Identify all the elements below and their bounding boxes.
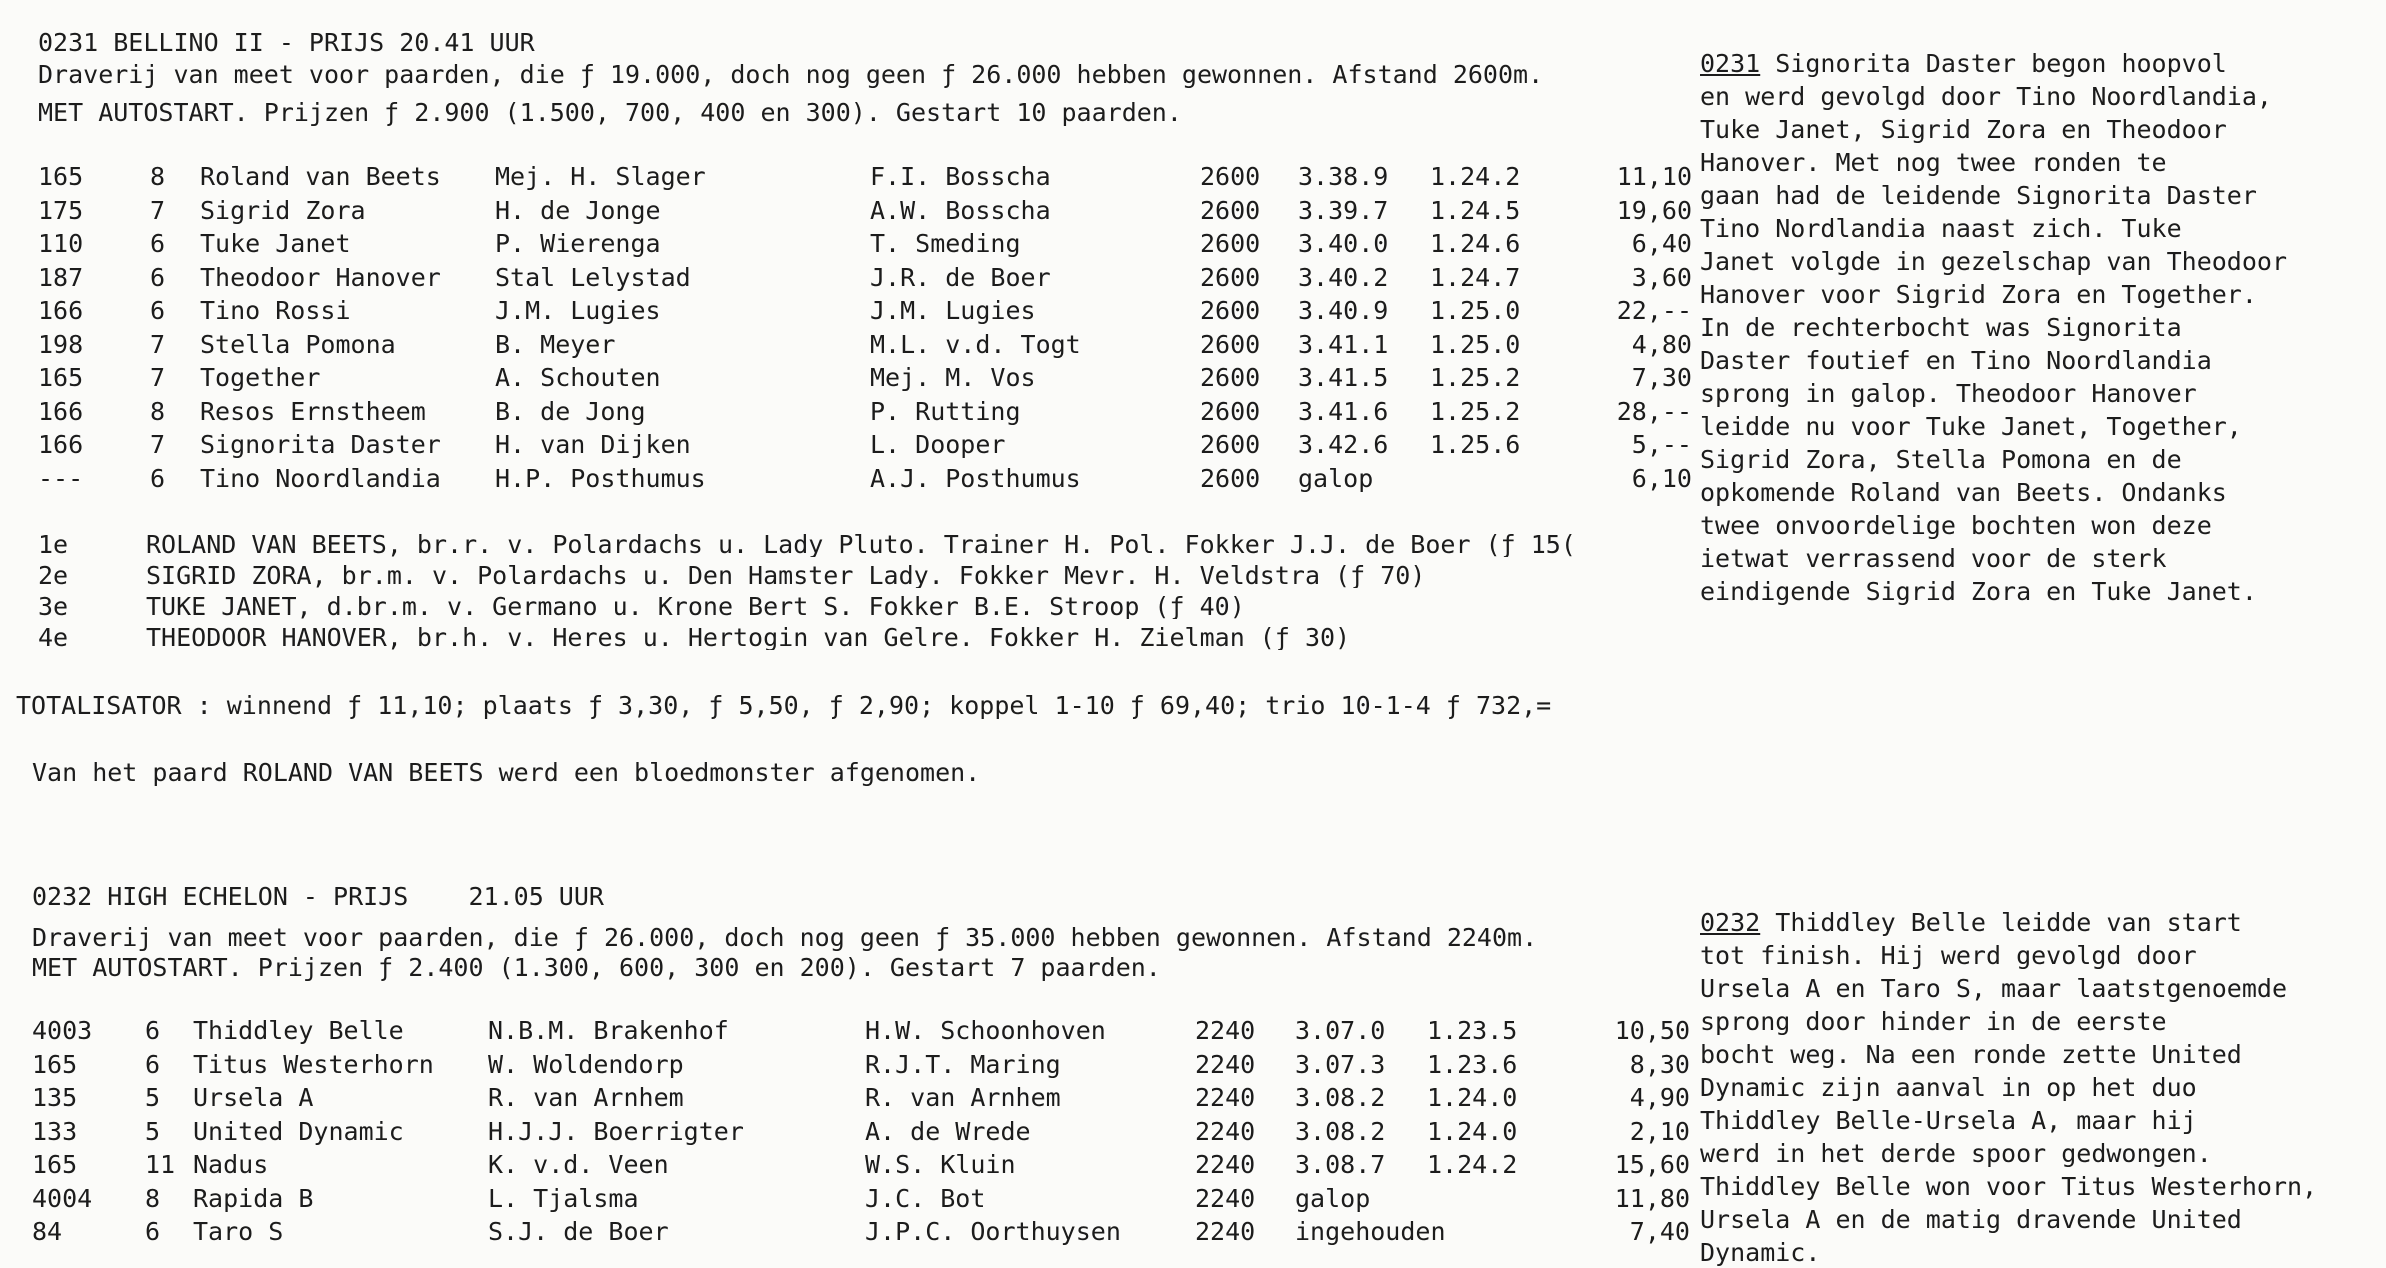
cell-time: 3.40.9 bbox=[1298, 296, 1389, 325]
cell-driver: H. van Dijken bbox=[495, 430, 691, 459]
cell-b: 7 bbox=[150, 195, 166, 225]
cell-driver: K. v.d. Veen bbox=[488, 1150, 669, 1179]
cell-trainer: A.J. Posthumus bbox=[870, 463, 1081, 493]
cell-horse: Together bbox=[200, 363, 321, 392]
race1-description-line1: Draverij van meet voor paarden, die ƒ 19.000, doch nog geen ƒ 26.000 hebben gewonnen. Afstand 2600m. bbox=[38, 60, 1544, 89]
cell-dist: 2600 bbox=[1200, 329, 1261, 359]
commentary-line: Daster foutief en Tino Noordlandia bbox=[1700, 346, 2212, 375]
cell-driver: Mej. H. Slager bbox=[495, 162, 706, 191]
cell-trainer: L. Dooper bbox=[870, 430, 1006, 459]
cell-a: 166 bbox=[38, 396, 84, 426]
cell-driver: R. van Arnhem bbox=[488, 1083, 684, 1112]
cell-driver: H.J.J. Boerrigter bbox=[488, 1116, 744, 1146]
cell-driver: L. Tjalsma bbox=[488, 1183, 639, 1213]
cell-dist: 2600 bbox=[1200, 463, 1261, 493]
commentary-line: Janet volgde in gezelschap van Theodoor bbox=[1700, 247, 2287, 276]
cell-time: 3.41.5 bbox=[1298, 363, 1389, 392]
cell-odds: 28,-- bbox=[1616, 396, 1692, 426]
cell-dist: 2240 bbox=[1195, 1116, 1256, 1146]
commentary-line: leidde nu voor Tuke Janet, Together, bbox=[1700, 412, 2242, 441]
cell-time: 3.40.0 bbox=[1298, 229, 1389, 258]
cell-km: 1.24.0 bbox=[1427, 1116, 1518, 1146]
cell-driver: A. Schouten bbox=[495, 363, 661, 392]
race1-header: 0231 BELLINO II - PRIJS 20.41 UUR bbox=[38, 28, 535, 57]
cell-trainer: W.S. Kluin bbox=[865, 1150, 1016, 1179]
cell-b: 5 bbox=[145, 1116, 161, 1146]
commentary-line: twee onvoordelige bochten won deze bbox=[1700, 511, 2212, 540]
cell-horse: Tuke Janet bbox=[200, 229, 351, 258]
cell-trainer: Mej. M. Vos bbox=[870, 363, 1036, 392]
cell-time: 3.38.9 bbox=[1298, 162, 1389, 191]
cell-time: 3.42.6 bbox=[1298, 430, 1389, 459]
commentary-line: Dynamic. bbox=[1700, 1238, 1821, 1267]
cell-km: 1.23.5 bbox=[1427, 1016, 1518, 1045]
cell-a: 84 bbox=[32, 1217, 63, 1246]
cell-km: 1.25.0 bbox=[1430, 329, 1521, 359]
cell-time: galop bbox=[1295, 1183, 1371, 1213]
cell-b: 11 bbox=[145, 1150, 176, 1179]
commentary-line: sprong door hinder in de eerste bbox=[1700, 1007, 2167, 1036]
cell-km: 1.24.6 bbox=[1430, 229, 1521, 258]
cell-driver: S.J. de Boer bbox=[488, 1217, 669, 1246]
cell-trainer: J.C. Bot bbox=[865, 1183, 986, 1213]
cell-trainer: J.P.C. Oorthuysen bbox=[865, 1217, 1121, 1246]
cell-time: galop bbox=[1298, 463, 1374, 493]
cell-horse: Theodoor Hanover bbox=[200, 262, 441, 292]
cell-km: 1.25.0 bbox=[1430, 296, 1521, 325]
cell-b: 6 bbox=[150, 262, 166, 292]
cell-horse: United Dynamic bbox=[193, 1116, 404, 1146]
cell-trainer: P. Rutting bbox=[870, 396, 1021, 426]
cell-odds: 2,10 bbox=[1629, 1116, 1690, 1146]
cell-a: 165 bbox=[32, 1150, 78, 1179]
cell-a: 187 bbox=[38, 262, 84, 292]
cell-dist: 2240 bbox=[1195, 1049, 1256, 1079]
placing-text: TUKE JANET, d.br.m. v. Germano u. Krone Bert S. Fokker B.E. Stroop (ƒ 40) bbox=[146, 594, 1245, 619]
cell-dist: 2240 bbox=[1195, 1183, 1256, 1213]
cell-dist: 2600 bbox=[1200, 363, 1261, 392]
commentary-line: eindigende Sigrid Zora en Tuke Janet. bbox=[1700, 577, 2257, 606]
cell-time: ingehouden bbox=[1295, 1217, 1446, 1246]
cell-dist: 2240 bbox=[1195, 1016, 1256, 1045]
cell-dist: 2600 bbox=[1200, 296, 1261, 325]
cell-time: 3.40.2 bbox=[1298, 262, 1389, 292]
cell-driver: P. Wierenga bbox=[495, 229, 661, 258]
cell-a: --- bbox=[38, 463, 84, 493]
commentary-line: en werd gevolgd door Tino Noordlandia, bbox=[1700, 82, 2272, 111]
placing-text: THEODOOR HANOVER, br.h. v. Heres u. Hertogin van Gelre. Fokker H. Zielman (ƒ 30) bbox=[146, 625, 1351, 650]
cell-horse: Resos Ernstheem bbox=[200, 396, 426, 426]
cell-a: 133 bbox=[32, 1116, 78, 1146]
commentary-text: Signorita Daster begon hoopvol bbox=[1760, 49, 2227, 78]
commentary-line: werd in het derde spoor gedwongen. bbox=[1700, 1139, 2212, 1168]
placing-text: ROLAND VAN BEETS, br.r. v. Polardachs u. Lady Pluto. Trainer H. Pol. Fokker J.J. de Boer (ƒ 15( bbox=[146, 532, 1576, 557]
cell-horse: Thiddley Belle bbox=[193, 1016, 404, 1045]
cell-km: 1.25.6 bbox=[1430, 430, 1521, 459]
cell-b: 6 bbox=[145, 1049, 161, 1079]
commentary-first-line bbox=[1700, 51, 2227, 76]
commentary-line: tot finish. Hij werd gevolgd door bbox=[1700, 941, 2197, 970]
cell-trainer: M.L. v.d. Togt bbox=[870, 329, 1081, 359]
placing-position: 1e bbox=[38, 530, 69, 559]
cell-horse: Sigrid Zora bbox=[200, 195, 366, 225]
cell-odds: 10,50 bbox=[1614, 1016, 1690, 1045]
cell-a: 165 bbox=[32, 1049, 78, 1079]
cell-horse: Titus Westerhorn bbox=[193, 1049, 434, 1079]
cell-trainer: T. Smeding bbox=[870, 229, 1021, 258]
placing-position: 4e bbox=[38, 623, 69, 652]
cell-b: 6 bbox=[150, 229, 166, 258]
cell-odds: 4,80 bbox=[1631, 329, 1692, 359]
cell-time: 3.08.2 bbox=[1295, 1083, 1386, 1112]
commentary-line: Tuke Janet, Sigrid Zora en Theodoor bbox=[1700, 115, 2227, 144]
cell-odds: 5,-- bbox=[1631, 430, 1692, 459]
commentary-line: Hanover. Met nog twee ronden te bbox=[1700, 148, 2167, 177]
cell-odds: 3,60 bbox=[1631, 262, 1692, 292]
cell-time: 3.07.0 bbox=[1295, 1016, 1386, 1045]
commentary-text: Thiddley Belle leidde van start bbox=[1760, 908, 2242, 937]
cell-b: 5 bbox=[145, 1083, 161, 1112]
cell-time: 3.39.7 bbox=[1298, 195, 1389, 225]
cell-trainer: F.I. Bosscha bbox=[870, 162, 1051, 191]
cell-a: 166 bbox=[38, 430, 84, 459]
cell-a: 135 bbox=[32, 1083, 78, 1112]
race2-description-line1: Draverij van meet voor paarden, die ƒ 26.000, doch nog geen ƒ 35.000 hebben gewonnen. Afstand 2240m. bbox=[32, 923, 1538, 952]
cell-b: 6 bbox=[145, 1217, 161, 1246]
race2-description-line2: MET AUTOSTART. Prijzen ƒ 2.400 (1.300, 600, 300 en 200). Gestart 7 paarden. bbox=[32, 953, 1161, 982]
cell-time: 3.41.6 bbox=[1298, 396, 1389, 426]
cell-b: 8 bbox=[150, 162, 166, 191]
cell-horse: Tino Rossi bbox=[200, 296, 351, 325]
cell-odds: 7,40 bbox=[1629, 1217, 1690, 1246]
race1-totalisator: TOTALISATOR : winnend ƒ 11,10; plaats ƒ 3,30, ƒ 5,50, ƒ 2,90; koppel 1-10 ƒ 69,40; trio 10-1-4 ƒ 732,= bbox=[16, 691, 1552, 720]
cell-a: 175 bbox=[38, 195, 84, 225]
cell-trainer: A.W. Bosscha bbox=[870, 195, 1051, 225]
commentary-line: Ursela A en de matig dravende United bbox=[1700, 1205, 2242, 1234]
cell-horse: Nadus bbox=[193, 1150, 269, 1179]
cell-km: 1.25.2 bbox=[1430, 363, 1521, 392]
commentary-line: bocht weg. Na een ronde zette United bbox=[1700, 1040, 2242, 1069]
cell-odds: 6,40 bbox=[1631, 229, 1692, 258]
cell-time: 3.08.2 bbox=[1295, 1116, 1386, 1146]
cell-trainer: A. de Wrede bbox=[865, 1116, 1031, 1146]
cell-time: 3.08.7 bbox=[1295, 1150, 1386, 1179]
commentary-line: Tino Nordlandia naast zich. Tuke bbox=[1700, 214, 2182, 243]
commentary-line: Ursela A en Taro S, maar laatstgenoemde bbox=[1700, 974, 2287, 1003]
cell-driver: W. Woldendorp bbox=[488, 1049, 684, 1079]
race1-note: Van het paard ROLAND VAN BEETS werd een bloedmonster afgenomen. bbox=[32, 758, 981, 787]
cell-driver: B. Meyer bbox=[495, 329, 616, 359]
cell-b: 8 bbox=[145, 1183, 161, 1213]
commentary-line: gaan had de leidende Signorita Daster bbox=[1700, 181, 2257, 210]
cell-a: 165 bbox=[38, 363, 84, 392]
commentary-line: Thiddley Belle-Ursela A, maar hij bbox=[1700, 1106, 2197, 1135]
cell-km: 1.24.0 bbox=[1427, 1083, 1518, 1112]
cell-driver: H. de Jonge bbox=[495, 195, 661, 225]
cell-odds: 6,10 bbox=[1631, 463, 1692, 493]
cell-time: 3.07.3 bbox=[1295, 1049, 1386, 1079]
cell-dist: 2600 bbox=[1200, 162, 1261, 191]
cell-a: 4004 bbox=[32, 1183, 93, 1213]
commentary-line: sprong in galop. Theodoor Hanover bbox=[1700, 379, 2197, 408]
cell-odds: 4,90 bbox=[1629, 1083, 1690, 1112]
cell-b: 6 bbox=[150, 463, 166, 493]
cell-horse: Taro S bbox=[193, 1217, 284, 1246]
commentary-first-line bbox=[1700, 910, 2242, 935]
cell-driver: B. de Jong bbox=[495, 396, 646, 426]
cell-dist: 2600 bbox=[1200, 195, 1261, 225]
cell-a: 166 bbox=[38, 296, 84, 325]
cell-dist: 2240 bbox=[1195, 1083, 1256, 1112]
commentary-line: In de rechterbocht was Signorita bbox=[1700, 313, 2182, 342]
cell-horse: Ursela A bbox=[193, 1083, 314, 1112]
cell-a: 198 bbox=[38, 329, 84, 359]
cell-time: 3.41.1 bbox=[1298, 329, 1389, 359]
cell-horse: Stella Pomona bbox=[200, 329, 396, 359]
placing-text: SIGRID ZORA, br.m. v. Polardachs u. Den Hamster Lady. Fokker Mevr. H. Veldstra (ƒ 70) bbox=[146, 563, 1426, 588]
cell-b: 6 bbox=[150, 296, 166, 325]
cell-a: 4003 bbox=[32, 1016, 93, 1045]
cell-driver: N.B.M. Brakenhof bbox=[488, 1016, 729, 1045]
cell-odds: 8,30 bbox=[1629, 1049, 1690, 1079]
cell-km: 1.24.5 bbox=[1430, 195, 1521, 225]
cell-odds: 15,60 bbox=[1614, 1150, 1690, 1179]
placing-position: 3e bbox=[38, 592, 69, 621]
cell-km: 1.24.2 bbox=[1430, 162, 1521, 191]
race1-description-line2: MET AUTOSTART. Prijzen ƒ 2.900 (1.500, 700, 400 en 300). Gestart 10 paarden. bbox=[38, 98, 1182, 127]
race-number: 0231 bbox=[1700, 49, 1761, 78]
cell-driver: J.M. Lugies bbox=[495, 296, 661, 325]
cell-dist: 2600 bbox=[1200, 229, 1261, 258]
commentary-line: opkomende Roland van Beets. Ondanks bbox=[1700, 478, 2227, 507]
cell-dist: 2600 bbox=[1200, 396, 1261, 426]
cell-b: 7 bbox=[150, 430, 166, 459]
race-number: 0232 bbox=[1700, 908, 1761, 937]
cell-b: 7 bbox=[150, 329, 166, 359]
cell-a: 165 bbox=[38, 162, 84, 191]
cell-km: 1.24.2 bbox=[1427, 1150, 1518, 1179]
commentary-line: Hanover voor Sigrid Zora en Together. bbox=[1700, 280, 2257, 309]
commentary-line: Sigrid Zora, Stella Pomona en de bbox=[1700, 445, 2182, 474]
commentary-line: Dynamic zijn aanval in op het duo bbox=[1700, 1073, 2197, 1102]
cell-odds: 7,30 bbox=[1631, 363, 1692, 392]
cell-trainer: J.R. de Boer bbox=[870, 262, 1051, 292]
cell-b: 6 bbox=[145, 1016, 161, 1045]
cell-dist: 2600 bbox=[1200, 262, 1261, 292]
placing-position: 2e bbox=[38, 561, 69, 590]
cell-km: 1.23.6 bbox=[1427, 1049, 1518, 1079]
cell-b: 8 bbox=[150, 396, 166, 426]
cell-trainer: H.W. Schoonhoven bbox=[865, 1016, 1106, 1045]
cell-driver: H.P. Posthumus bbox=[495, 463, 706, 493]
cell-dist: 2240 bbox=[1195, 1217, 1256, 1246]
cell-dist: 2600 bbox=[1200, 430, 1261, 459]
cell-horse: Signorita Daster bbox=[200, 430, 441, 459]
cell-odds: 19,60 bbox=[1616, 195, 1692, 225]
cell-odds: 11,10 bbox=[1616, 162, 1692, 191]
cell-horse: Rapida B bbox=[193, 1183, 314, 1213]
cell-trainer: J.M. Lugies bbox=[870, 296, 1036, 325]
cell-odds: 11,80 bbox=[1614, 1183, 1690, 1213]
cell-b: 7 bbox=[150, 363, 166, 392]
cell-horse: Tino Noordlandia bbox=[200, 463, 441, 493]
cell-dist: 2240 bbox=[1195, 1150, 1256, 1179]
cell-horse: Roland van Beets bbox=[200, 162, 441, 191]
commentary-line: ietwat verrassend voor de sterk bbox=[1700, 544, 2167, 573]
cell-a: 110 bbox=[38, 229, 84, 258]
race2-header: 0232 HIGH ECHELON - PRIJS 21.05 UUR bbox=[32, 882, 604, 911]
cell-driver: Stal Lelystad bbox=[495, 262, 691, 292]
cell-odds: 22,-- bbox=[1616, 296, 1692, 325]
cell-trainer: R.J.T. Maring bbox=[865, 1049, 1061, 1079]
cell-km: 1.24.7 bbox=[1430, 262, 1521, 292]
cell-trainer: R. van Arnhem bbox=[865, 1083, 1061, 1112]
commentary-line: Thiddley Belle won voor Titus Westerhorn, bbox=[1700, 1172, 2318, 1201]
cell-km: 1.25.2 bbox=[1430, 396, 1521, 426]
